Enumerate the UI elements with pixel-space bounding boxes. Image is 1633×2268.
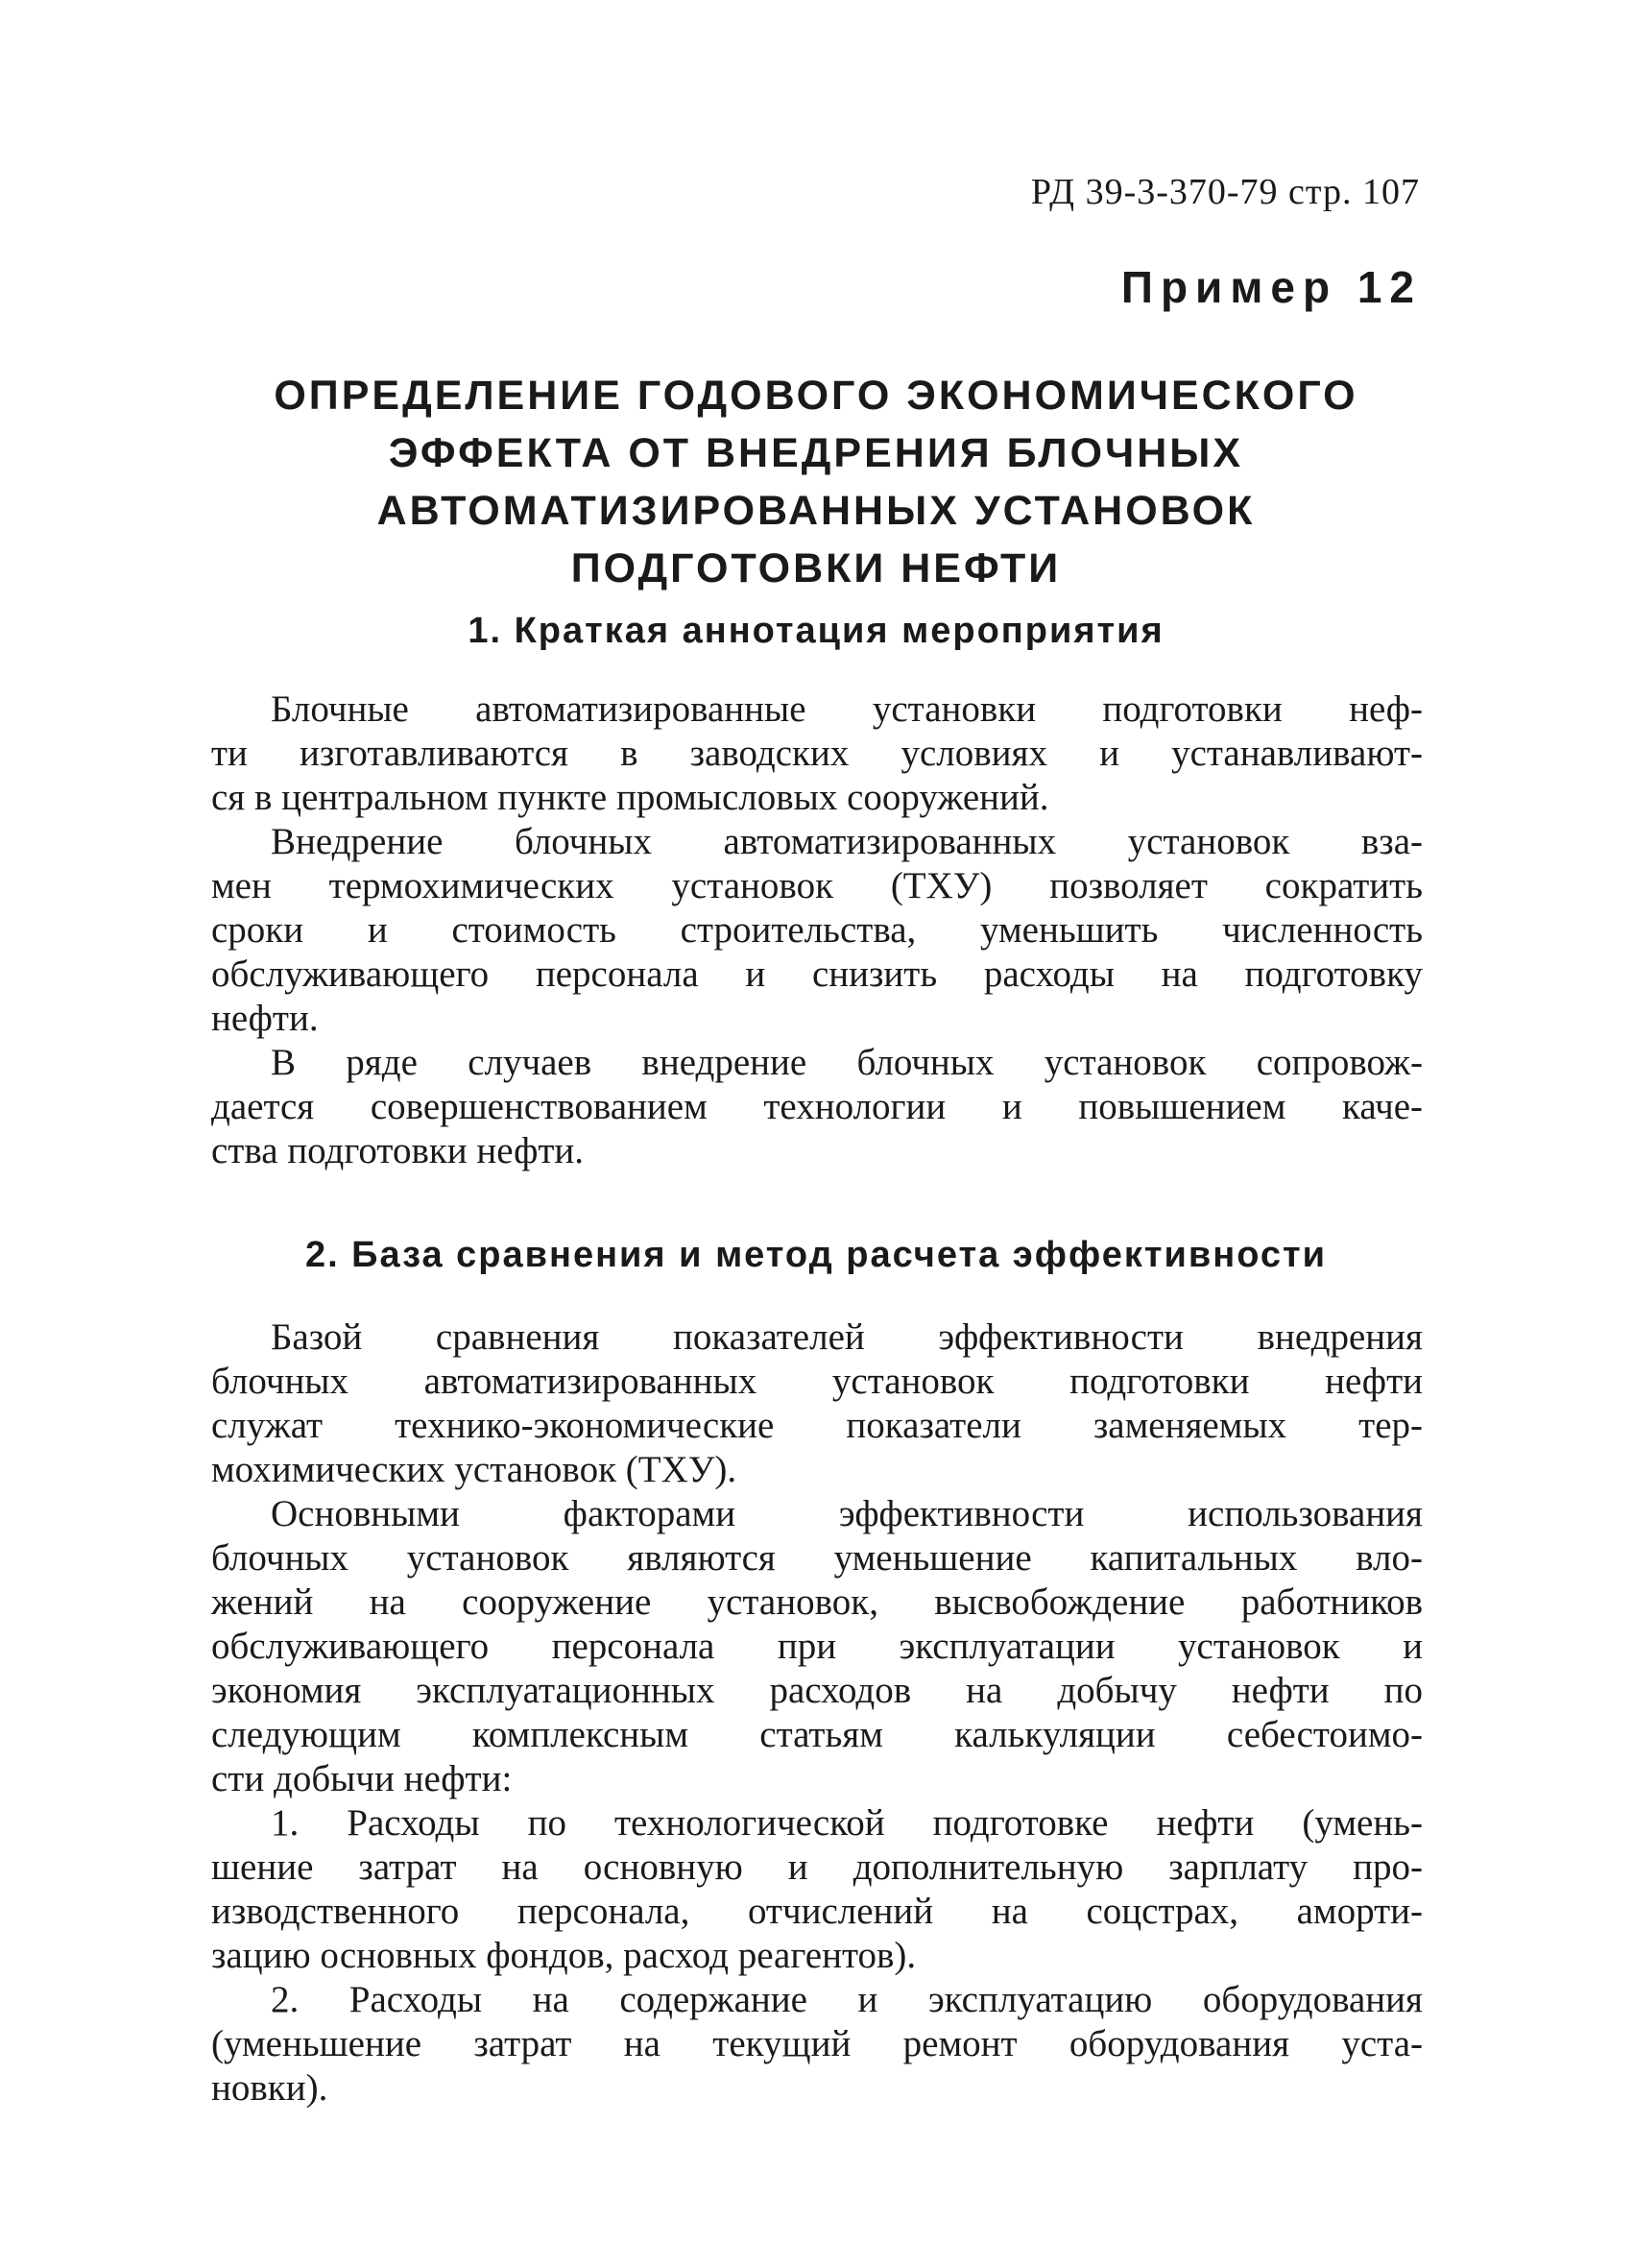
text-line: 2. Расходы на содержание и эксплуатацию оборудования [271, 1979, 1423, 2020]
section-2-body [211, 1315, 1423, 2111]
text-line: шение затрат на основную и дополнительную зарплату про- [211, 1846, 1423, 1888]
text-line: Основными факторами эффективности использования [271, 1493, 1423, 1534]
text-line: нефти. [211, 998, 319, 1039]
text-line: дается совершенствованием технологии и повышением каче- [211, 1086, 1423, 1127]
text-line: Внедрение блочных автоматизированных установок вза- [271, 821, 1423, 862]
title-line: АВТОМАТИЗИРОВАННЫХ УСТАНОВОК [376, 488, 1256, 534]
document-reference: РД 39-3-370-79 стр. 107 [1030, 172, 1420, 212]
title-line: ОПРЕДЕЛЕНИЕ ГОДОВОГО ЭКОНОМИЧЕСКОГО [274, 373, 1358, 419]
text-line: 1. Расходы по технологической подготовке нефти (умень- [271, 1802, 1423, 1844]
text-line: экономия эксплуатационных расходов на добычу нефти по [211, 1670, 1423, 1711]
example-number: Пример 12 [1120, 262, 1422, 312]
section-2-heading: 2. База сравнения и метод расчета эффективности [304, 1235, 1328, 1275]
text-line: жений на сооружение установок, высвобождение работников [211, 1581, 1423, 1623]
text-line: сроки и стоимость строительства, уменьшить численность [211, 909, 1423, 951]
title-line: ПОДГОТОВКИ НЕФТИ [570, 545, 1062, 591]
text-line: обслуживающего персонала и снизить расходы на подготовку [211, 953, 1423, 995]
text-line: обслуживающего персонала при эксплуатации установок и [211, 1626, 1423, 1667]
section-1-body [211, 688, 1423, 1173]
text-line: В ряде случаев внедрение блочных установок сопровож- [271, 1042, 1423, 1083]
text-line: блочных установок являются уменьшение капитальных вло- [211, 1537, 1423, 1579]
text-line: новки). [211, 2067, 328, 2109]
text-line: мен термохимических установок (ТХУ) позволяет сократить [211, 865, 1423, 906]
text-line: блочных автоматизированных установок подготовки нефти [211, 1361, 1423, 1402]
list-item [211, 1978, 1423, 2111]
text-line: зацию основных фондов, расход реагентов). [211, 1935, 917, 1976]
text-line: служат технико-экономические показатели заменяемых тер- [211, 1405, 1423, 1446]
text-line: сти добычи нефти: [211, 1758, 513, 1799]
paragraph [211, 820, 1423, 1041]
page-title [211, 367, 1421, 597]
text-line: ти изготавливаются в заводских условиях и устанавливают- [211, 733, 1423, 774]
text-line: Блочные автоматизированные установки подготовки неф- [271, 688, 1423, 730]
paragraph [211, 1492, 1423, 1801]
text-line: изводственного персонала, отчислений на соцстрах, аморти- [211, 1891, 1423, 1932]
title-line: ЭФФЕКТА ОТ ВНЕДРЕНИЯ БЛОЧНЫХ [388, 430, 1244, 476]
paragraph [211, 1041, 1423, 1173]
text-line: мохимических установок (ТХУ). [211, 1449, 737, 1490]
text-line: Базой сравнения показателей эффективности внедрения [271, 1316, 1423, 1358]
text-line: ся в центральном пункте промысловых сооружений. [211, 777, 1049, 818]
text-line: ства подготовки нефти. [211, 1130, 585, 1171]
paragraph [211, 688, 1423, 820]
text-line: (уменьшение затрат на текущий ремонт оборудования уста- [211, 2023, 1423, 2064]
section-1-heading: 1. Краткая аннотация мероприятия [468, 611, 1165, 651]
list-item [211, 1801, 1423, 1978]
text-line: следующим комплексным статьям калькуляции себестоимо- [211, 1714, 1423, 1755]
paragraph [211, 1315, 1423, 1492]
